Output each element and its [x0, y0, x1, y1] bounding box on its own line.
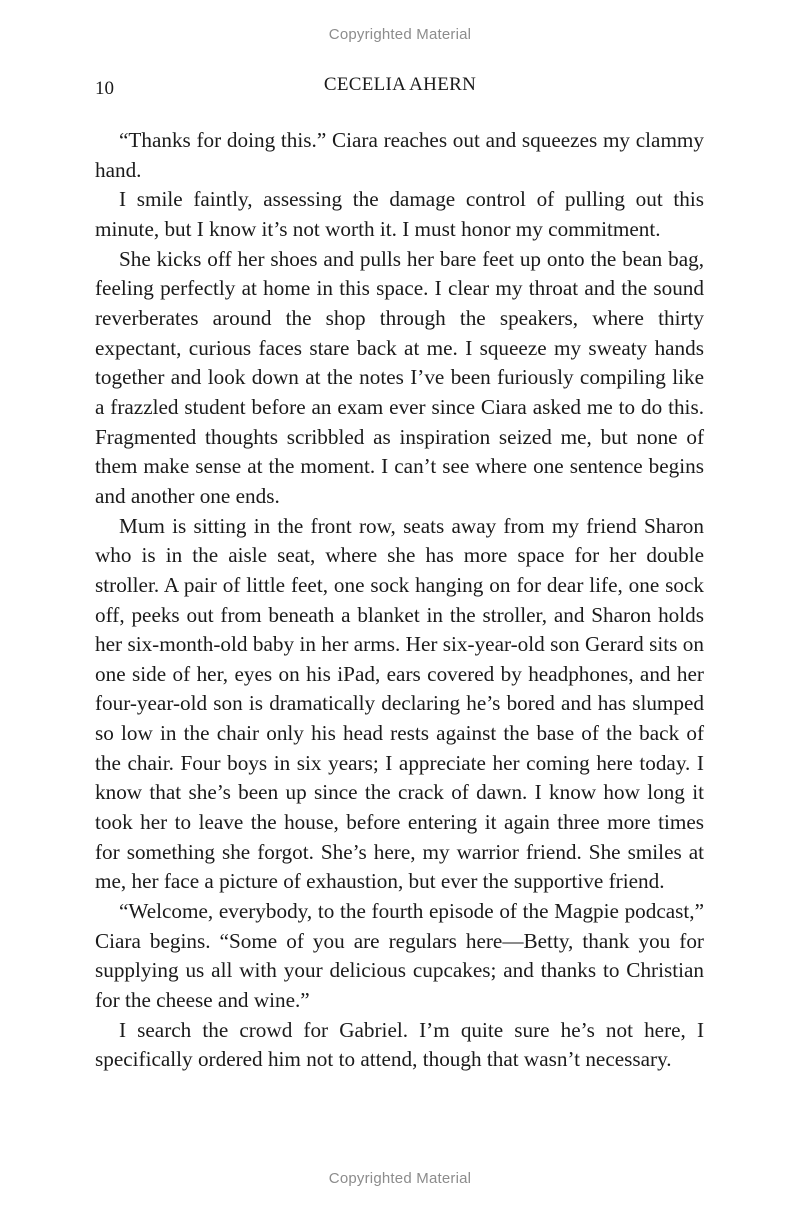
paragraph: Mum is sitting in the front row, seats away from my friend Sharon who is in the aisle seat, where she has more space for her double stroller. A pair of little feet, one sock hanging on for dear life, one sock off, peeks out from beneath a blanket in the stroller, and Sharon holds her six-month-old baby in her arms. Her six-year-old son Gerard sits on one side of her, eyes on his iPad, ears covered by headphones, and her four-year-old son is dramatically declaring he’s bored and has slumped so low in the chair only his head rests against the base of the back of the chair. Four boys in six years; I appreciate her coming here today. I know that she’s been up since the crack of dawn. I know how long it took her to leave the house, before entering it again three more times for something she forgot. She’s here, my warrior friend. She smiles at me, her face a picture of exhaustion, but ever the supportive friend. [95, 513, 704, 894]
paragraph: She kicks off her shoes and pulls her bare feet up onto the bean bag, feeling perfectly at home in this space. I clear my throat and the sound reverberates around the shop through the speakers, where thirty expectant, curious faces stare back at me. I squeeze my sweaty hands together and look down at the notes I’ve been furiously compiling like a frazzled student before an exam ever since Ciara asked me to do this. Fragmented thoughts scribbled as inspiration seized me, but none of them make sense at the moment. I can’t see where one sentence begins and another one ends. [95, 246, 704, 508]
copyright-watermark-top: Copyrighted Material [328, 26, 472, 43]
running-header [0, 74, 800, 100]
author-name: CECELIA AHERN [323, 74, 477, 95]
paragraph: I search the crowd for Gabriel. I’m quite sure he’s not here, I specifically ordered him not to attend, though that wasn’t necessary. [95, 1017, 704, 1072]
paragraph: “Thanks for doing this.” Ciara reaches out and squeezes my clammy hand. [95, 128, 704, 182]
paragraph: “Welcome, everybody, to the fourth episode of the Magpie podcast,” Ciara begins. “Some of you are regulars here—Betty, thank you for supplying us all with your delicious cupcakes; and thanks to Christian for the cheese and wine.” [95, 899, 704, 1013]
paragraph: I smile faintly, assessing the damage control of pulling out this minute, but I know it’s not worth it. I must honor my commitment. [95, 187, 704, 241]
page-number: 10 [95, 78, 114, 99]
body-text [95, 126, 704, 1075]
copyright-watermark-bottom: Copyrighted Material [328, 1170, 472, 1187]
